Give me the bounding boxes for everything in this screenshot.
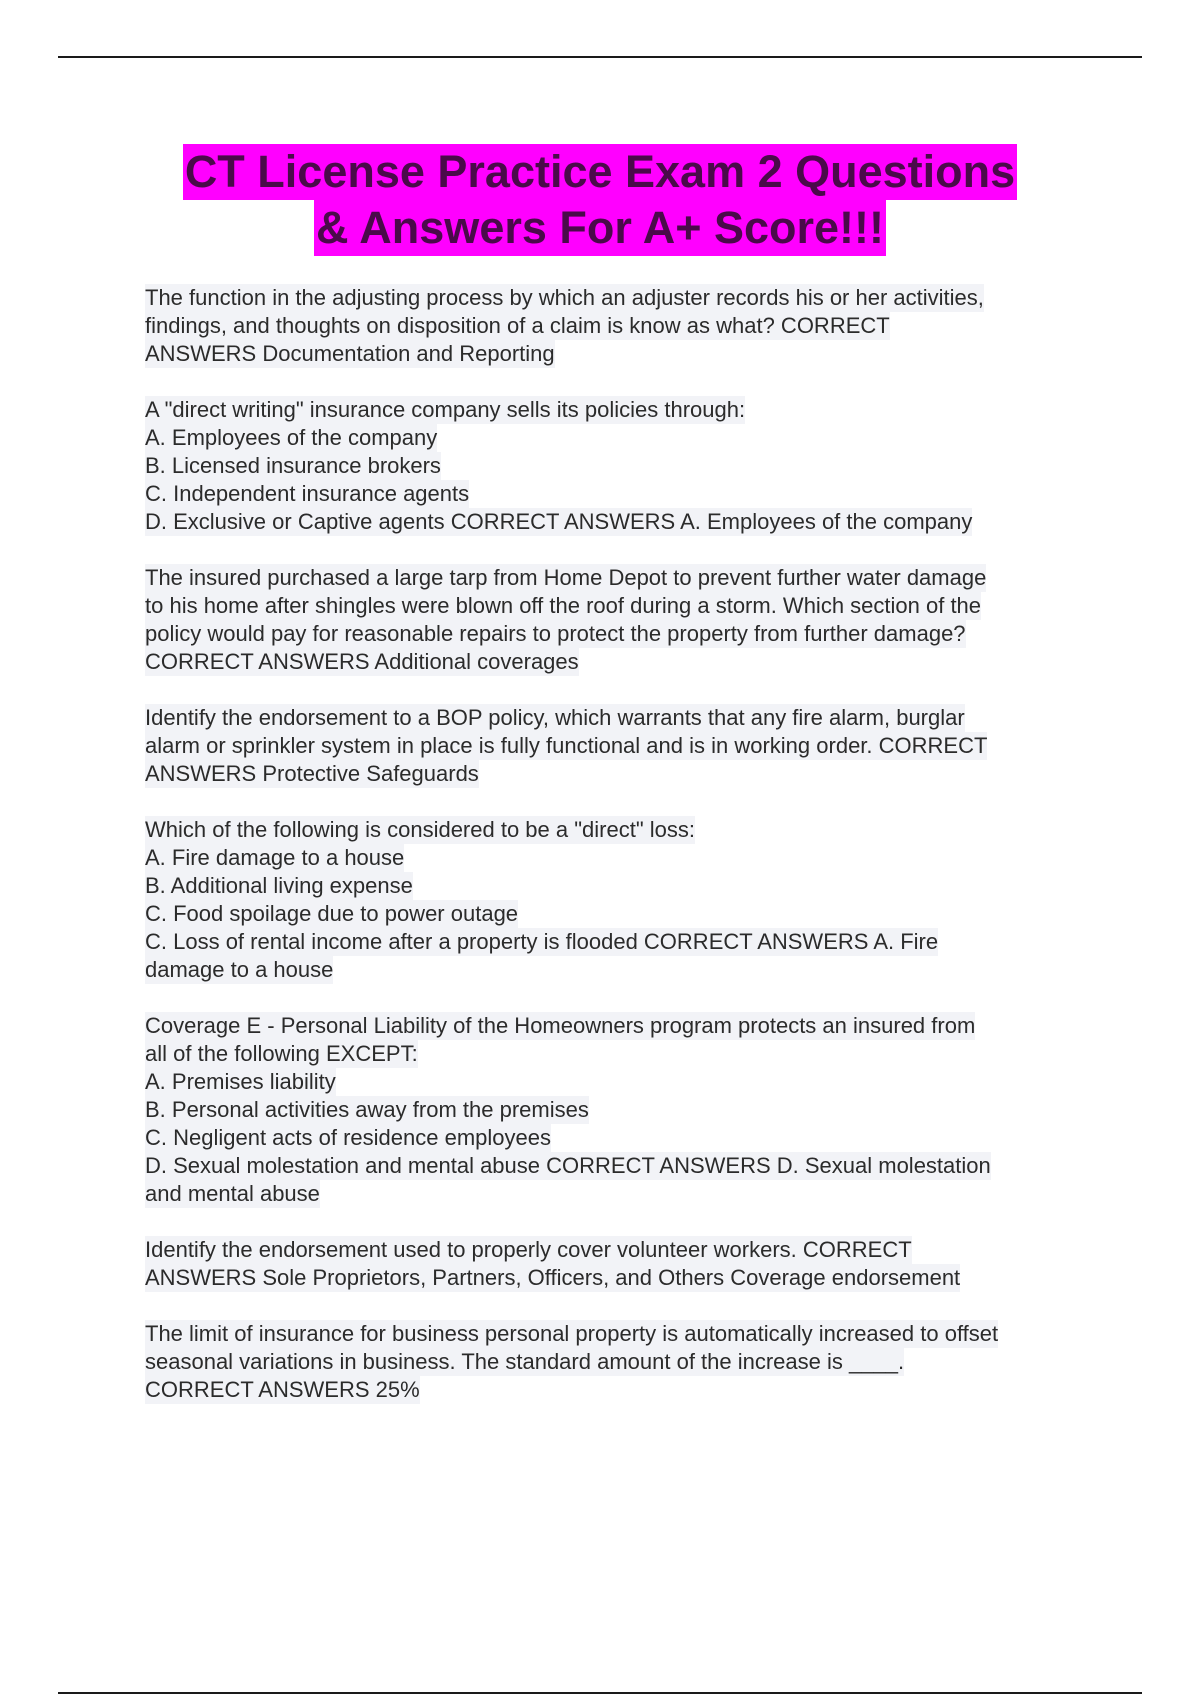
- qa-line: D. Sexual molestation and mental abuse CORRECT ANSWERS D. Sexual molestation: [145, 1153, 991, 1178]
- qa-line: C. Negligent acts of residence employees: [145, 1125, 551, 1150]
- qa-line: B. Personal activities away from the premises: [145, 1097, 589, 1122]
- qa-item: [145, 816, 1095, 984]
- qa-line: ANSWERS Documentation and Reporting: [145, 341, 555, 366]
- qa-line: CORRECT ANSWERS Additional coverages: [145, 649, 579, 674]
- qa-line: D. Exclusive or Captive agents CORRECT ANSWERS A. Employees of the company: [145, 509, 973, 534]
- qa-line: A. Employees of the company: [145, 425, 438, 450]
- qa-line: Identify the endorsement to a BOP policy, which warrants that any fire alarm, burglar: [145, 705, 965, 730]
- qa-line: findings, and thoughts on disposition of a claim is know as what? CORRECT: [145, 313, 890, 338]
- qa-line: The limit of insurance for business personal property is automatically increased to offset: [145, 1321, 999, 1346]
- qa-line: seasonal variations in business. The standard amount of the increase is ____.: [145, 1349, 905, 1374]
- qa-line: A. Premises liability: [145, 1069, 336, 1094]
- qa-item: [145, 396, 1095, 536]
- qa-item: [145, 1320, 1095, 1404]
- qa-item: [145, 564, 1095, 676]
- qa-line: C. Food spoilage due to power outage: [145, 901, 519, 926]
- qa-line: alarm or sprinkler system in place is fully functional and is in working order. CORRECT: [145, 733, 988, 758]
- qa-item: [145, 1236, 1095, 1292]
- qa-item: [145, 1012, 1095, 1208]
- qa-line: Coverage E - Personal Liability of the Homeowners program protects an insured from: [145, 1013, 976, 1038]
- qa-line: A. Fire damage to a house: [145, 845, 405, 870]
- qa-line: B. Additional living expense: [145, 873, 413, 898]
- title-line-2: & Answers For A+ Score!!!: [314, 200, 886, 256]
- title-line-1: CT License Practice Exam 2 Questions: [183, 144, 1017, 200]
- qa-line: Which of the following is considered to be a "direct" loss:: [145, 817, 695, 842]
- qa-line: CORRECT ANSWERS 25%: [145, 1377, 420, 1402]
- qa-line: The function in the adjusting process by which an adjuster records his or her activities,: [145, 285, 984, 310]
- qa-item: [145, 284, 1095, 368]
- qa-line: policy would pay for reasonable repairs to protect the property from further damage?: [145, 621, 966, 646]
- qa-line: to his home after shingles were blown off the roof during a storm. Which section of the: [145, 593, 982, 618]
- qa-line: ANSWERS Protective Safeguards: [145, 761, 479, 786]
- qa-list: [145, 284, 1095, 1432]
- qa-line: Identify the endorsement used to properly cover volunteer workers. CORRECT: [145, 1237, 912, 1262]
- qa-line: damage to a house: [145, 957, 334, 982]
- qa-line: and mental abuse: [145, 1181, 320, 1206]
- qa-line: C. Independent insurance agents: [145, 481, 470, 506]
- bottom-divider: [58, 1692, 1142, 1694]
- qa-item: [145, 704, 1095, 788]
- qa-line: ANSWERS Sole Proprietors, Partners, Officers, and Others Coverage endorsement: [145, 1265, 961, 1290]
- qa-line: B. Licensed insurance brokers: [145, 453, 441, 478]
- top-divider: [58, 56, 1142, 58]
- qa-line: C. Loss of rental income after a property is flooded CORRECT ANSWERS A. Fire: [145, 929, 939, 954]
- qa-line: The insured purchased a large tarp from Home Depot to prevent further water damage: [145, 565, 987, 590]
- document-title: [100, 144, 1100, 256]
- qa-line: A "direct writing" insurance company sells its policies through:: [145, 397, 746, 422]
- qa-line: all of the following EXCEPT:: [145, 1041, 418, 1066]
